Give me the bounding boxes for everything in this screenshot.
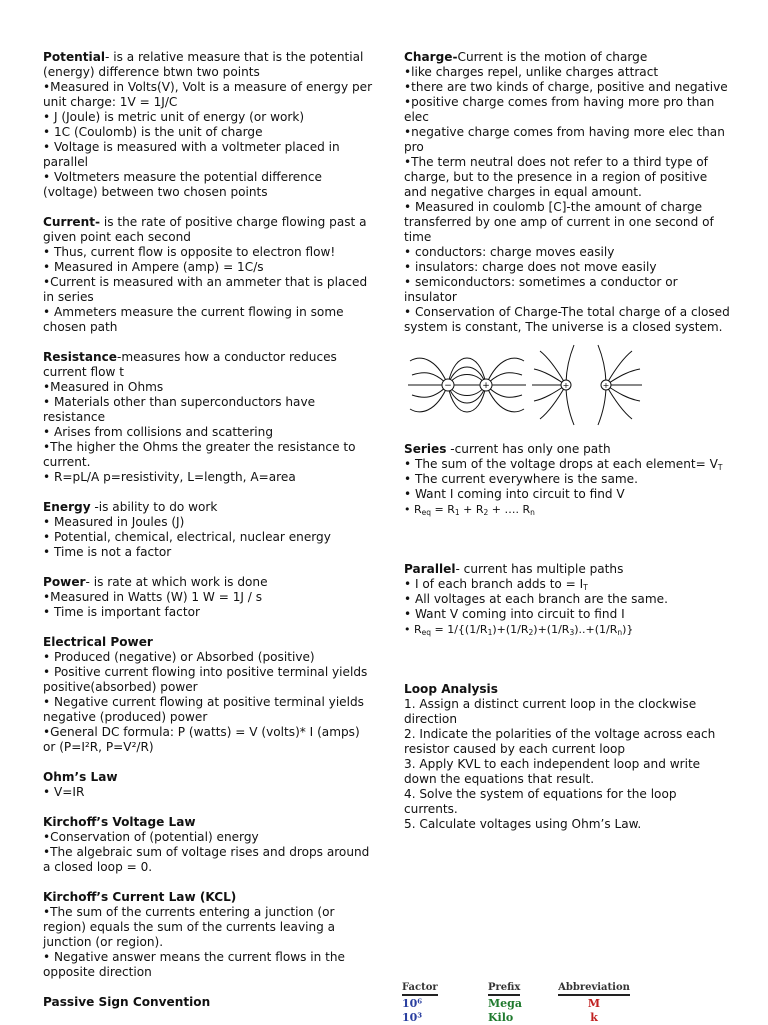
parallel-intro: Parallel- current has multiple paths bbox=[404, 562, 624, 576]
bullet: • The current everywhere is the same. bbox=[404, 472, 638, 486]
bullet: • semiconductors: sometimes a conductor or insulator bbox=[404, 275, 678, 304]
power-heading: Power bbox=[43, 575, 86, 589]
bullet: •Measured in Ohms bbox=[43, 380, 164, 394]
like-charges-field-diagram bbox=[532, 341, 642, 429]
list-item: 3. Apply KVL to each independent loop and write down the equations that result. bbox=[404, 757, 701, 786]
bullet: • Time is important factor bbox=[43, 605, 200, 619]
charge-heading: Charge- bbox=[404, 50, 458, 64]
parallel-section bbox=[404, 562, 730, 637]
bullet: • Want V coming into circuit to find I bbox=[404, 607, 625, 621]
bullet: • Thus, current flow is opposite to electron flow! bbox=[43, 245, 336, 259]
si-prefix-table bbox=[402, 982, 632, 1024]
charge-symbol: + bbox=[562, 381, 570, 390]
resistance-section bbox=[43, 350, 375, 485]
ohms-law-section bbox=[43, 770, 375, 800]
table-row bbox=[402, 996, 632, 1010]
bullet: • Materials other than superconductors have resistance bbox=[43, 395, 316, 424]
prefix-cell: Mega bbox=[488, 996, 522, 1010]
series-formula: • $R_{eq} = R_1 + R_2$ + …. $R_n$ bbox=[404, 503, 535, 517]
current-intro: Current- is the rate of positive charge flowing past a given point each second bbox=[43, 215, 367, 244]
parallel-heading: Parallel bbox=[404, 562, 456, 576]
power-section bbox=[43, 575, 375, 620]
bullet: • insulators: charge does not move easily bbox=[404, 260, 657, 274]
potential-heading: Potential bbox=[43, 50, 105, 64]
list-item: 1. Assign a distinct current loop in the clockwise direction bbox=[404, 697, 697, 726]
table-header-row bbox=[402, 982, 632, 996]
bullet: •Measured in Volts(V), Volt is a measure of energy per unit charge: 1V = 1J/C bbox=[43, 80, 373, 109]
ohms-law-heading: Ohm’s Law bbox=[43, 770, 118, 784]
bullet: • Measured in Joules (J) bbox=[43, 515, 185, 529]
bullet: •Measured in Watts (W) 1 W = 1J / s bbox=[43, 590, 263, 604]
factor-cell: 10³ bbox=[402, 1010, 423, 1024]
charge-intro: Charge-Current is the motion of charge bbox=[404, 50, 648, 64]
bullet: • I of each branch adds to = $I_T$ bbox=[404, 577, 588, 592]
dipole-field-diagram bbox=[406, 341, 526, 429]
column-header: Factor bbox=[402, 982, 438, 996]
bullet: • Negative answer means the current flows in the opposite direction bbox=[43, 950, 345, 979]
parallel-formula: • $R_{eq} = 1/\{(1/R_1)+(1/R_2)+(1/R_3)..+(1/R_n)\}$ bbox=[404, 623, 634, 637]
resistance-heading: Resistance bbox=[43, 350, 117, 364]
prefix-cell: Kilo bbox=[488, 1010, 514, 1024]
bullet: • Potential, chemical, electrical, nuclear energy bbox=[43, 530, 331, 544]
bullet: • Arises from collisions and scattering bbox=[43, 425, 274, 439]
passive-sign-heading: Passive Sign Convention bbox=[43, 995, 211, 1009]
resistance-intro: Resistance-measures how a conductor reduces current flow t bbox=[43, 350, 337, 379]
factor-cell: 10⁶ bbox=[402, 996, 423, 1010]
bullet: • J (Joule) is metric unit of energy (or work) bbox=[43, 110, 305, 124]
kvl-heading: Kirchoff’s Voltage Law bbox=[43, 815, 196, 829]
kcl-section bbox=[43, 890, 375, 980]
bullet: • Positive current flowing into positive terminal yields positive(absorbed) power bbox=[43, 665, 368, 694]
charge-symbol: − bbox=[444, 381, 452, 391]
bullet: •positive charge comes from having more pro than elec bbox=[404, 95, 715, 124]
energy-heading: Energy bbox=[43, 500, 91, 514]
list-item: 5. Calculate voltages using Ohm’s Law. bbox=[404, 817, 642, 831]
electrical-power-heading: Electrical Power bbox=[43, 635, 153, 649]
bullet: • R=pL/A p=resistivity, L=length, A=area bbox=[43, 470, 296, 484]
potential-intro: Potential- is a relative measure that is the potential (energy) difference btwn two points bbox=[43, 50, 364, 79]
bullet: • 1C (Coulomb) is the unit of charge bbox=[43, 125, 263, 139]
list-item: 2. Indicate the polarities of the voltage across each resistor caused by each current loop bbox=[404, 727, 716, 756]
list-item: 4. Solve the system of equations for the loop currents. bbox=[404, 787, 677, 816]
charge-section bbox=[404, 50, 730, 335]
field-lines-figure bbox=[404, 341, 730, 429]
electrical-power-section bbox=[43, 635, 375, 755]
bullet: • Voltmeters measure the potential difference (voltage) between two chosen points bbox=[43, 170, 322, 199]
current-section bbox=[43, 215, 375, 335]
bullet: • Negative current flowing at positive terminal yields negative (produced) power bbox=[43, 695, 364, 724]
bullet: •there are two kinds of charge, positive and negative bbox=[404, 80, 728, 94]
bullet: • Produced (negative) or Absorbed (positive) bbox=[43, 650, 315, 664]
bullet: • Want I coming into circuit to find V bbox=[404, 487, 625, 501]
loop-analysis-heading: Loop Analysis bbox=[404, 682, 498, 696]
left-column bbox=[43, 50, 375, 1025]
column-header: Prefix bbox=[488, 982, 520, 996]
bullet: • The sum of the voltage drops at each element= $V_T$ bbox=[404, 457, 723, 472]
column-header: Abbreviation bbox=[558, 982, 630, 996]
bullet: •The sum of the currents entering a junction (or region) equals the sum of the currents leaving a junction (or region). bbox=[43, 905, 336, 949]
bullet: • Time is not a factor bbox=[43, 545, 172, 559]
kvl-section bbox=[43, 815, 375, 875]
bullet: • Ammeters measure the current flowing in some chosen path bbox=[43, 305, 344, 334]
bullet: • V=IR bbox=[43, 785, 85, 799]
passive-sign-section bbox=[43, 995, 375, 1010]
bullet: •Conservation of (potential) energy bbox=[43, 830, 259, 844]
bullet: • All voltages at each branch are the same. bbox=[404, 592, 668, 606]
bullet: •negative charge comes from having more elec than pro bbox=[404, 125, 725, 154]
bullet: • Measured in Ampere (amp) = 1C/s bbox=[43, 260, 264, 274]
energy-section bbox=[43, 500, 375, 560]
kcl-heading: Kirchoff’s Current Law (KCL) bbox=[43, 890, 237, 904]
right-column bbox=[404, 50, 730, 847]
loop-analysis-section bbox=[404, 682, 730, 832]
abbreviation-cell: M bbox=[587, 996, 601, 1010]
bullet: • Voltage is measured with a voltmeter placed in parallel bbox=[43, 140, 340, 169]
bullet: •Current is measured with an ammeter that is placed in series bbox=[43, 275, 368, 304]
potential-section bbox=[43, 50, 375, 200]
current-heading: Current- bbox=[43, 215, 101, 229]
energy-intro: Energy -is ability to do work bbox=[43, 500, 218, 514]
bullet: •General DC formula: P (watts) = V (volts)* I (amps) or (P=I²R, P=V²/R) bbox=[43, 725, 360, 754]
bullet: •The higher the Ohms the greater the resistance to current. bbox=[43, 440, 356, 469]
bullet: •The term neutral does not refer to a third type of charge, but to the presence in a region of positive and negative charges in equal amount. bbox=[404, 155, 708, 199]
series-intro: Series -current has only one path bbox=[404, 442, 611, 456]
bullet: •The algebraic sum of voltage rises and drops around a closed loop = 0. bbox=[43, 845, 370, 874]
bullet: • Measured in coulomb [C]-the amount of charge transferred by one amp of current in one second of time bbox=[404, 200, 714, 244]
charge-symbol: + bbox=[482, 381, 490, 391]
abbreviation-cell: k bbox=[590, 1010, 598, 1024]
bullet: •like charges repel, unlike charges attract bbox=[404, 65, 659, 79]
bullet: • conductors: charge moves easily bbox=[404, 245, 615, 259]
power-intro: Power- is rate at which work is done bbox=[43, 575, 268, 589]
series-section bbox=[404, 442, 730, 517]
charge-symbol: + bbox=[602, 381, 610, 390]
bullet: • Conservation of Charge-The total charge of a closed system is constant, The universe is a closed system. bbox=[404, 305, 730, 334]
series-heading: Series bbox=[404, 442, 447, 456]
table-row bbox=[402, 1010, 632, 1024]
